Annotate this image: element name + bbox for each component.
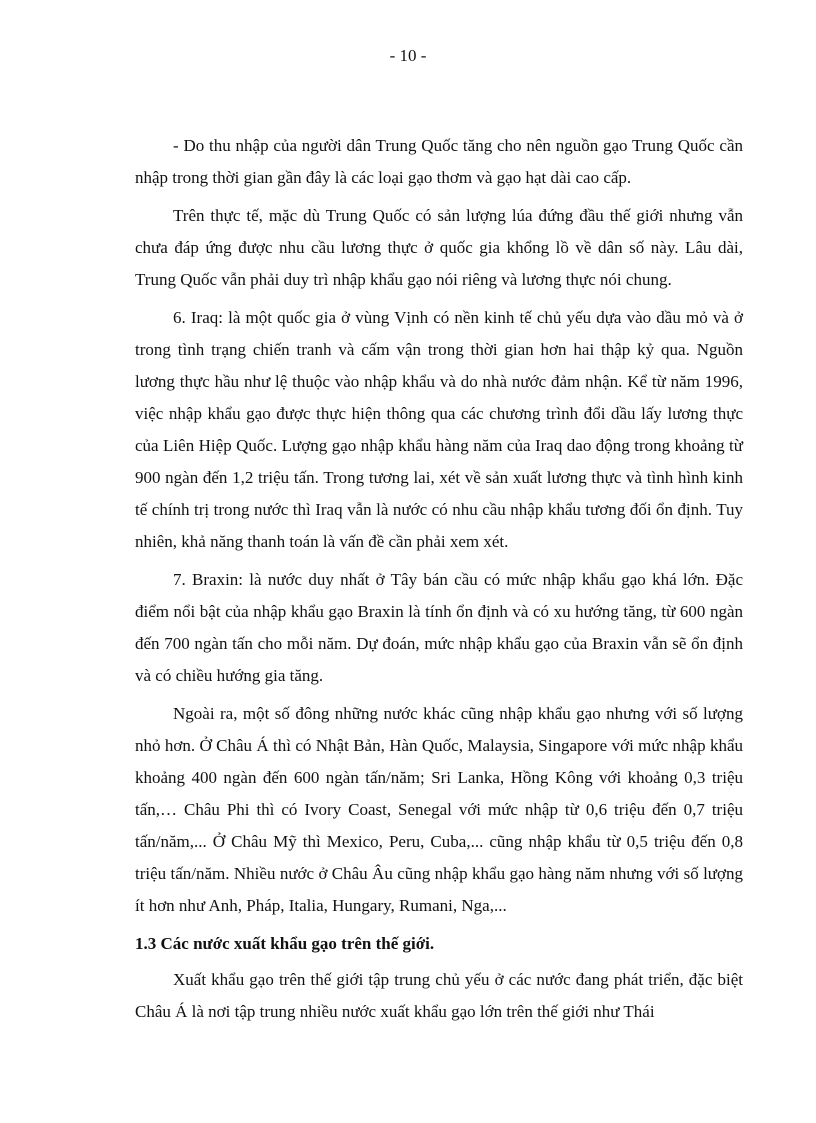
document-body (135, 130, 743, 1028)
paragraph-exporters-intro: Xuất khẩu gạo trên thế giới tập trung chủ yếu ở các nước đang phát triển, đặc biệt Châu Á là nơi tập trung nhiều nước xuất khẩu gạo lớn trên thế giới như Thái (135, 970, 743, 1021)
page-number: - 10 - (389, 46, 427, 65)
paragraph-brazil: 7. Braxin: là nước duy nhất ở Tây bán cầu có mức nhập khẩu gạo khá lớn. Đặc điểm nổi bật của nhập khẩu gạo Braxin là tính ổn định và có xu hướng tăng, từ 600 ngàn đến 700 ngàn tấn cho mỗi năm. Dự đoán, mức nhập khẩu gạo của Braxin vẫn sẽ ổn định và có chiều hướng gia tăng. (135, 570, 743, 685)
paragraph-iraq: 6. Iraq: là một quốc gia ở vùng Vịnh có nền kinh tế chủ yếu dựa vào dầu mỏ và ở trong tình trạng chiến tranh và cấm vận trong thời gian hơn hai thập kỷ qua. Nguồn lương thực hầu như lệ thuộc vào nhập khẩu và do nhà nước đảm nhận. Kể từ năm 1996, việc nhập khẩu gạo được thực hiện thông qua các chương trình đổi dầu lấy lương thực của Liên Hiệp Quốc. Lượng gạo nhập khẩu hàng năm của Iraq dao động trong khoảng từ 900 ngàn đến 1,2 triệu tấn. Trong tương lai, xét về sản xuất lương thực và tình hình kinh tế chính trị trong nước thì Iraq vẫn là nước có nhu cầu nhập khẩu tương đối ổn định. Tuy nhiên, khả năng thanh toán là vấn đề cần phải xem xét. (135, 308, 743, 551)
paragraph-china-income: - Do thu nhập của người dân Trung Quốc tăng cho nên nguồn gạo Trung Quốc cần nhập trong thời gian gần đây là các loại gạo thơm và gạo hạt dài cao cấp. (135, 136, 743, 187)
paragraph-china-demand: Trên thực tế, mặc dù Trung Quốc có sản lượng lúa đứng đầu thế giới nhưng vẫn chưa đáp ứng được nhu cầu lương thực ở quốc gia khổng lồ về dân số này. Lâu dài, Trung Quốc vẫn phải duy trì nhập khẩu gạo nói riêng và lương thực nói chung. (135, 206, 743, 289)
paragraph-other-importers: Ngoài ra, một số đông những nước khác cũng nhập khẩu gạo nhưng với số lượng nhỏ hơn. Ở Châu Á thì có Nhật Bản, Hàn Quốc, Malaysia, Singapore với mức nhập khẩu khoảng 400 ngàn đến 600 ngàn tấn/năm; Sri Lanka, Hồng Kông với khoảng 0,3 triệu tấn,… Châu Phi thì có Ivory Coast, Senegal với mức nhập từ 0,6 triệu đến 0,7 triệu tấn/năm,... Ở Châu Mỹ thì Mexico, Peru, Cuba,... cũng nhập khẩu từ 0,5 triệu đến 0,8 triệu tấn/năm. Nhiều nước ở Châu Âu cũng nhập khẩu gạo hàng năm nhưng với số lượng ít hơn như Anh, Pháp, Italia, Hungary, Rumani, Nga,... (135, 704, 743, 915)
section-heading: 1.3 Các nước xuất khẩu gạo trên thế giới. (135, 934, 435, 953)
